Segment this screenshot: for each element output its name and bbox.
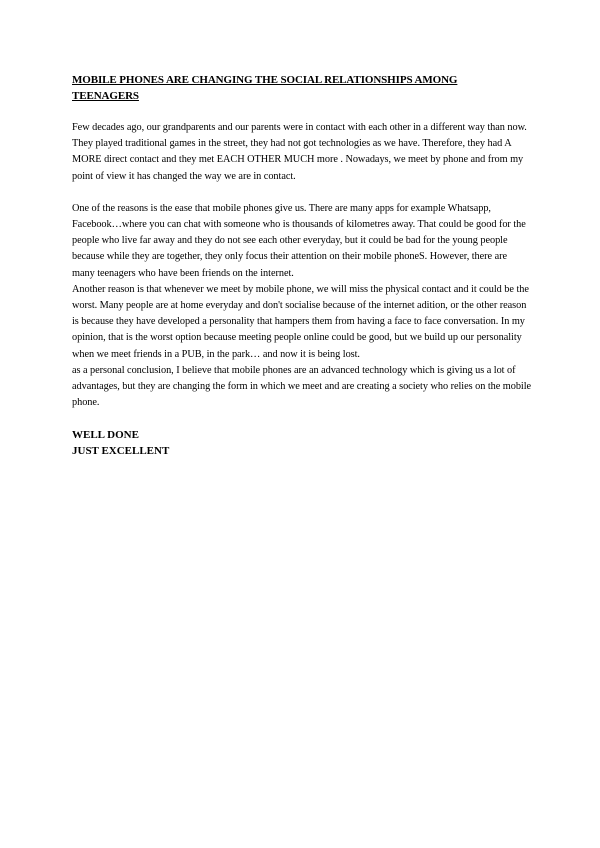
- essay-title: MOBILE PHONES ARE CHANGING THE SOCIAL RELATIONSHIPS AMONG TEENAGERS: [72, 74, 458, 102]
- paragraph-intro: Few decades ago, our grandparents and our parents were in contact with each other in a different way than now. They played traditional games in the street, they had not got technologies as we have. Therefore, they had A MORE direct contact and they met EACH OTHER MUCH more . Nowadays, we meet by phone and from my point of view it has changed the way we are in contact.: [72, 122, 527, 182]
- paragraph-first-reason: One of the reasons is the ease that mobile phones give us. There are many apps for example Whatsapp, Facebook…where you can chat with someone who is thousands of kilometres away. That could be good for the people who live far away and they do not see each other everyday, but it could be bad for the young people because while they are together, they only focus their attention on their mobile phoneS. However, there are many teenagers who have been friends on the internet.: [72, 202, 526, 279]
- paragraph-spacer: [72, 185, 532, 201]
- comment-spacer: [72, 411, 532, 427]
- paragraph-conclusion: as a personal conclusion, I believe that mobile phones are an advanced technology which is giving us a lot of advantages, but they are changing the form in which we meet and are creating a society who relies on the mobile phone.: [72, 364, 532, 409]
- document-body: [72, 72, 532, 459]
- teacher-comment-line-1: WELL DONE: [72, 429, 139, 442]
- teacher-comment-line-2: JUST EXCELLENT: [72, 445, 170, 458]
- paragraph-second-reason: Another reason is that whenever we meet by mobile phone, we will miss the physical contact and it could be the worst. Many people are at home everyday and don't socialise because of the internet adition, or the other reason is because they have developed a personality that hampers them from having a face to face conversation. In my opinion, that is the worst option because meeting people online could be good, but we build up our personality when we meet friends in a PUB, in the park… and now it is being lost.: [72, 283, 529, 360]
